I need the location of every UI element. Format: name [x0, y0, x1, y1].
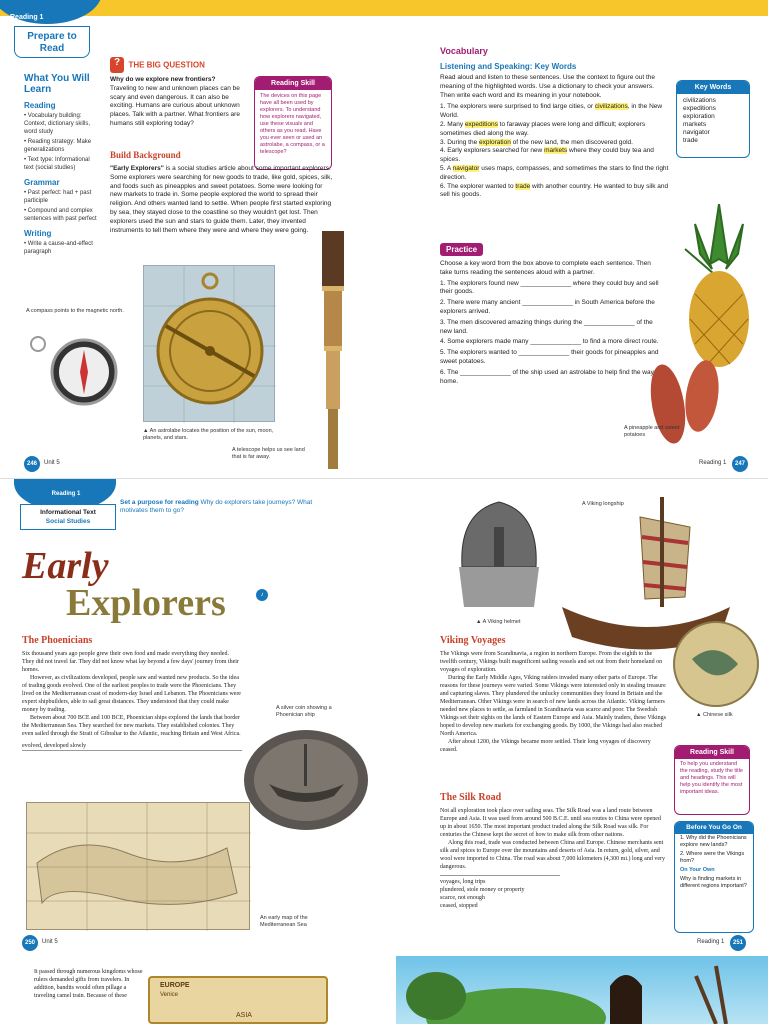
viking-voyages-text: [440, 650, 666, 754]
prepare-to-read-label: Prepare to Read: [14, 26, 90, 58]
silk-road-illustration: [396, 956, 768, 1024]
longship-caption: A Viking longship: [582, 501, 624, 507]
practice-item: 3. The men discovered amazing things during the ______________ of the new land.: [440, 318, 653, 335]
viking-voyages-heading: Viking Voyages: [440, 635, 506, 646]
byg-question: 2. Where were the Vikings from?: [680, 851, 745, 864]
what-you-will-learn: [24, 73, 100, 256]
bb-lead: "Early Explorers": [110, 165, 164, 172]
silk-road-map: [148, 976, 328, 1024]
wyl-title: What You Will Learn: [24, 73, 90, 95]
grammar-heading: Grammar: [24, 178, 60, 187]
build-background-text: [110, 165, 335, 235]
compass-caption: A compass points to the magnetic north.: [26, 308, 124, 314]
viking-helmet-image: [444, 497, 554, 617]
vocab-sentence: 5. A navigator uses maps, compasses, and sometimes the stars to find the right direction.: [440, 164, 669, 181]
listening-heading: Listening and Speaking: Key Words: [440, 62, 577, 71]
purpose-for-reading: [120, 499, 320, 515]
coin-caption: A silver coin showing a Phoenician ship: [276, 705, 332, 718]
silk-caption: ▲ Chinese silk: [696, 712, 733, 718]
key-word: exploration: [683, 113, 715, 120]
glossary-item: voyages, long trips: [440, 879, 486, 885]
vocab-sentence: 4. Early explorers searched for new markets where they could buy tea and spices.: [440, 147, 654, 164]
reading-skill-text-2: To help you understand the reading, study the title and headings. This will help you identify the most important ideas.: [680, 761, 743, 795]
phoenicians-p3: Between about 700 BCE and 100 BCE, Phoenician ships explored the lands that border the Mediterranean Sea. They searched for new markets. They established colonies. They even sailed through the Strait of Gibraltar to the Atlantic, reaching Britain and West Africa.: [22, 715, 241, 737]
fruit-caption: A pineapple and sweet potatoes: [624, 425, 680, 438]
page-number-247: 247: [732, 456, 748, 472]
practice-section: [440, 260, 662, 386]
grammar-item: • Compound and complex sentences with past perfect: [24, 208, 97, 222]
map-caption: An early map of the Mediterranean Sea: [260, 915, 308, 928]
purpose-heading: Set a purpose for reading: [120, 499, 199, 506]
helmet-caption: ▲ A Viking helmet: [476, 619, 521, 625]
bb-body: is a social studies article about some important explorers. Some explorers were searching for new goods to trade, like gold, spices, silk, and foods such as pineapples and sweet potatoes. Some were looking for new markets to trade in. Some people explored the world to spread their religion. And others wanted land to settle. When people first started exploring by sea, they stayed close to the coastline so they wouldn't get lost. Then explorers used the sun and stars to guide them. Later, they invented instruments to tell them where they were and where they were going.: [110, 165, 333, 234]
key-words-title: Key Words: [677, 81, 749, 94]
phoenicians-text: [22, 650, 242, 751]
glossary-item: ceased, stopped: [440, 903, 478, 909]
silk-road-text: [440, 807, 666, 910]
reading-item: • Text type: Informational text (social studies): [24, 157, 90, 171]
key-word: expeditions: [683, 105, 716, 112]
vocab-sentence: 1. The explorers were surprised to find large cities, or civilizations, in the New World.: [440, 103, 663, 120]
unit-label: Unit 5: [44, 460, 60, 466]
phoenicians-heading: The Phoenicians: [22, 635, 93, 646]
spread-250-251: [0, 478, 768, 956]
big-question-title: THE BIG QUESTION: [128, 60, 205, 70]
page-label-247: Reading 1: [699, 460, 727, 466]
telescope-caption: A telescope helps us see land that is far away.: [232, 447, 305, 460]
on-your-own-heading: On Your Own: [680, 867, 715, 873]
inf-text-type: Informational Text: [40, 509, 96, 516]
top-banner: [0, 0, 768, 16]
big-question-q: Why do we explore new frontiers?: [110, 76, 216, 83]
byg-question: 1. Why did the Phoenicians explore new lands?: [680, 835, 747, 848]
vv-p1: The Vikings were from Scandinavia, a region in northern Europe. From the eighth to the twelfth century, Vikings built magnificent sailing vessels and set out from their homeland on voyages of exploration.: [440, 651, 663, 673]
title-early: Early: [22, 545, 109, 587]
big-question-text: Traveling to new and unknown places can be scary and even dangerous. It can also be exciting. Humans are curious about unknown places. Talk with a partner. What frontiers are humans still exploring today?: [110, 84, 240, 127]
reading-skill-title-2: Reading Skill: [675, 746, 749, 759]
spread-252-253: [0, 956, 768, 1024]
reading-skill-box: [254, 76, 332, 170]
build-background-heading: Build Background: [110, 150, 181, 160]
page-number-251: 251: [730, 935, 746, 951]
practice-item: 4. Some explorers made many ______________ to find a more direct route.: [440, 338, 659, 346]
key-word: trade: [683, 137, 698, 144]
key-word: markets: [683, 121, 707, 128]
purpose-text: Why do explorers take journeys? What motivates them to go?: [120, 499, 313, 514]
reading-heading: Reading: [24, 101, 56, 110]
phoenician-coin-image: [234, 722, 374, 832]
practice-item: 5. The explorers wanted to ______________ their goods for pineapples and sweet potatoes.: [440, 349, 659, 365]
reading-item: • Vocabulary building: Context, dictionary skills, word study: [24, 113, 91, 135]
spread-246-247: [0, 0, 768, 478]
practice-item: 1. The explorers found new ______________ where they could buy and sell their goods.: [440, 279, 659, 296]
reading-tab-label: Reading 1: [10, 14, 44, 21]
reading-tab-2-label: Reading 1: [51, 491, 81, 497]
key-word: civilizations: [683, 97, 716, 104]
informational-text-label: [20, 504, 116, 530]
glossary-item: plundered, stole money or property: [440, 887, 525, 893]
glossary-item: scarce, not enough: [440, 895, 485, 901]
mediterranean-map-image: [26, 802, 250, 930]
telescope-image: [316, 231, 350, 469]
reading-skill-title: Reading Skill: [255, 77, 331, 90]
map-label-europe: EUROPE: [160, 982, 190, 989]
phoenicians-p2: However, as civilizations developed, people saw and wanted new products. So the idea of trading goods evolved. One of the earliest peoples to trade were the Phoenicians. They lived on the Mediterranean coast of modern-day Israel and Lebanon. The Phoenicians were expert shipbuilders, able to sail great distances. They understood that they could make money by trading.: [22, 675, 241, 713]
pineapple-image: [680, 204, 758, 372]
key-words-box: [676, 80, 750, 158]
practice-item: 6. The ______________ of the ship used an astrolabe to help find the way home.: [440, 368, 654, 385]
vocab-sentence: 2. Many expeditions to faraway places were long and difficult; explorers sometimes died along the way.: [440, 120, 646, 137]
practice-item: 2. There were many ancient ______________ in South America before the explorers arrived.: [440, 299, 655, 315]
map-label-asia: ASIA: [236, 1012, 252, 1019]
practice-intro: Choose a key word from the box above to complete each sentence. Then take turns reading the sentences aloud with a partner.: [440, 260, 651, 276]
page-number-246: 246: [24, 456, 40, 472]
page-number-250: 250: [22, 935, 38, 951]
p252-text: It passed through numerous kingdoms whose rulers demanded gifts from travelers. In addition, bandits would often pillage a traveling camel train. Because of these: [34, 969, 143, 999]
glossary: [440, 875, 560, 910]
question-icon: ?: [110, 57, 124, 73]
unit-label-250: Unit 5: [42, 939, 58, 945]
reading-skill-box-2: [674, 745, 750, 815]
vocab-sentence: 3. During the exploration of the new land, the men discovered gold.: [440, 138, 633, 146]
before-you-go-on-title: Before You Go On: [675, 822, 753, 834]
reading-skill-text: The devices on this page have all been used by explorers. To understand how explorers navigated, use these visuals and others as you read. Have you ever seen or used an astrolabe, a compass, or a telescope?: [260, 93, 325, 155]
grammar-item: • Past perfect: had + past participle: [24, 190, 92, 204]
page-label-251: Reading 1: [697, 939, 725, 945]
before-you-go-on-box: [674, 821, 754, 933]
key-word: navigator: [683, 129, 710, 136]
vocab-intro: Read aloud and listen to these sentences. Use the context to figure out the meaning of the highlighted words. Use a dictionary to check your answers. Then write each word and its meaning in your notebook.: [440, 74, 656, 99]
audio-icon[interactable]: ♪: [256, 589, 268, 601]
writing-heading: Writing: [24, 229, 52, 238]
compass-image: [28, 330, 126, 406]
inf-subject: Social Studies: [45, 518, 91, 525]
sr-p2: Along this road, trade was conducted between China and Europe. Chinese merchants sent silk and spices to Europe over the mountains and deserts of Asia. In return, gold, silver, and wool were imported to China. The road was about 7,000 kilometers (4,300 mi.) long and very dangerous.: [440, 840, 666, 870]
glossary-evolved: evolved, developed slowly: [22, 742, 242, 751]
reading-item: • Reading strategy: Make generalizations: [24, 139, 92, 153]
vocab-sentence: 6. The explorer wanted to trade with another country. He wanted to buy silk and sell his goods.: [440, 182, 669, 199]
chinese-silk-image: [672, 619, 760, 709]
title-explorers: Explorers: [66, 582, 226, 624]
big-question: [110, 56, 270, 74]
astrolabe-image: [143, 265, 275, 422]
map-label-venice: Venice: [160, 992, 179, 998]
vv-p2: During the Early Middle Ages, Viking raiders invaded many other parts of Europe. The reasons for these journeys were varied. Some Vikings were interested only in stealing treasure and capturing slaves. They plundered the unlucky communities they found in Britain and the Mediterranean. Other Vikings were in search of new lands across the Atlantic. Viking farmers needed new places to settle, as farmland in Scandinavia was scarce and poor. The Swedish Vikings set their sights on the lands of Eastern Europe and Asia. Mainly traders, these Vikings hoped to develop new markets for exchanging goods. By 1000, the Vikings had also reached North America.: [440, 675, 666, 737]
practice-heading: Practice: [440, 243, 483, 256]
vv-p3: After about 1200, the Vikings became more settled. Their long voyages of discovery ceased.: [440, 739, 651, 753]
silk-road-heading: The Silk Road: [440, 792, 502, 803]
writing-item: • Write a cause-and-effect paragraph: [24, 241, 93, 255]
sr-p1: Not all exploration took place over sailing seas. The Silk Road was a land route between Europe and Asia. It was used from around 500 B.C.E. until sea routes to China were opened up in about 1650. The most important product traded along the Silk Road was silk. For centuries the Chinese kept the secret of how to make silk from other nations.: [440, 808, 661, 838]
vocabulary-heading: Vocabulary: [440, 46, 488, 56]
big-question-body: [110, 76, 250, 129]
phoenicians-p1: Six thousand years ago people grew their own food and made everything they needed. They did not travel far. They did not know what lay beyond a few days' journey from their homes.: [22, 651, 239, 673]
astrolabe-caption: ▲ An astrolabe locates the position of the sun, moon, planets, and stars.: [143, 428, 274, 441]
on-your-own-question: Why is finding markets in different regions important?: [680, 876, 747, 889]
vocabulary-section: [440, 46, 670, 200]
